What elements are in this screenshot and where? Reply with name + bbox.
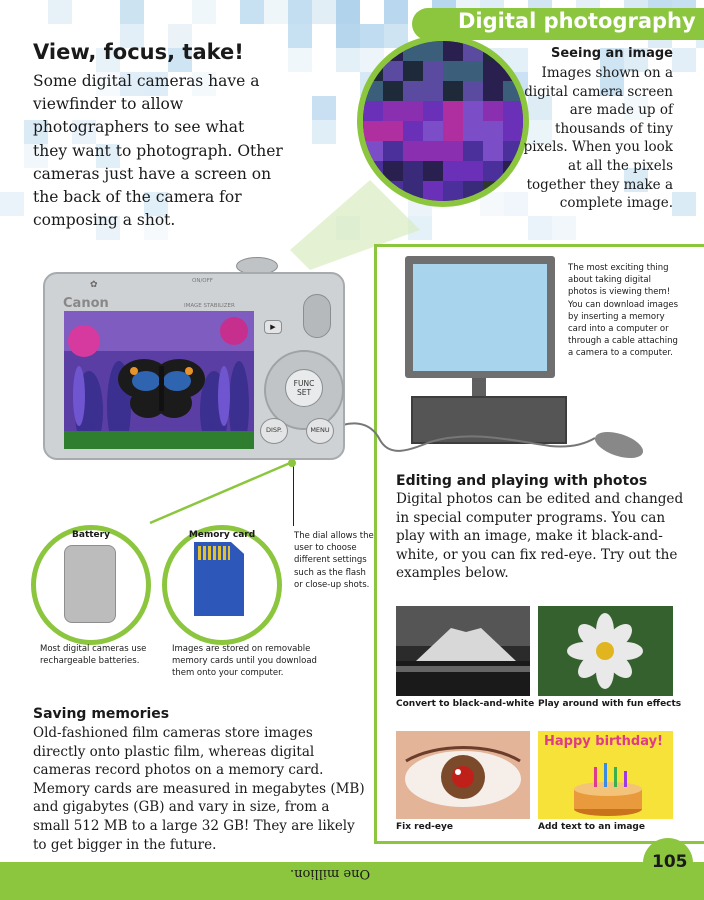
memory-card-note: Images are stored on removable memory cards until you download them onto your computer.	[172, 644, 317, 679]
saving-body-text: Old-fashioned film cameras store images directly onto plastic film, whereas digital cameras record photos on a memory card. Memory cards are measured in megabytes (MB) and gigabytes (GB) and vary in size, from a small 512 MB to a large 32 GB! They are likely to get bigger in the future.	[33, 725, 365, 853]
monitor-screen	[413, 264, 547, 371]
seeing-heading: Seeing an image	[551, 46, 673, 61]
disp-button[interactable]: DISP.	[260, 418, 288, 444]
birthday-text-overlay: Happy birthday!	[544, 734, 663, 749]
camera-brand-logo: Canon	[63, 296, 109, 311]
func-set-button[interactable]	[285, 369, 323, 407]
computer-caption: The most exciting thing about taking digital photos is viewing them! You can download images by inserting a memory card into a computer or through a cable attaching a camera to a computer.	[568, 263, 679, 359]
thumb-caption-redeye: Fix red-eye	[396, 822, 453, 832]
editing-heading: Editing and playing with photos	[396, 473, 648, 489]
camera-lcd-screen	[64, 311, 254, 449]
flower-effect-photo	[538, 606, 673, 696]
battery-label: Battery	[72, 530, 110, 540]
menu-button[interactable]: MENU	[306, 418, 334, 444]
bw-mountain-photo	[396, 606, 530, 696]
mode-switch[interactable]	[303, 294, 331, 338]
birthday-cake-photo	[538, 731, 673, 819]
thumb-caption-bw: Convert to black-and-white	[396, 699, 535, 709]
main-body-text: Some digital cameras have a viewfinder to allow photographers to see what they want to photograph. Other cameras just have a screen on the back of the camera for composing a shot.	[33, 72, 283, 230]
stabilizer-label: IMAGE STABILIZER	[184, 303, 235, 309]
cable-line	[330, 420, 610, 460]
seeing-body-text: Images shown on a digital camera screen are made up of thousands of tiny pixels. When you look at all the pixels together they make a complete image.	[523, 65, 673, 212]
memory-card-label: Memory card	[188, 530, 256, 540]
saving-heading: Saving memories	[33, 706, 170, 722]
memory-card-icon	[194, 542, 244, 616]
playback-button[interactable]: ▶	[264, 320, 282, 334]
red-eye-photo	[396, 731, 530, 819]
func-label: FUNC	[293, 379, 315, 388]
upside-down-footer-text: One million.	[290, 866, 371, 881]
thumb-caption-effects: Play around with fun effects	[538, 699, 682, 709]
editing-body-text: Digital photos can be edited and changed in special computer programs. You can play with an image, make it black-and-white, or you can fix red-eye. Try out the examples below.	[396, 491, 684, 581]
battery-note: Most digital cameras use rechargeable batteries.	[40, 644, 147, 667]
monitor-stand	[472, 378, 486, 396]
thumb-caption-text: Add text to an image	[538, 822, 645, 832]
main-heading: View, focus, take!	[33, 40, 244, 64]
page-section-title: Digital photography	[458, 9, 696, 33]
speaker-icon: ✿	[90, 280, 98, 290]
battery-icon	[64, 545, 116, 623]
pixel-zoom-image	[357, 35, 529, 207]
page-number: 105	[652, 852, 688, 872]
dial-note: The dial allows the user to choose different settings such as the flash or close-up shots.	[294, 531, 374, 590]
set-label: SET	[296, 388, 312, 397]
callout-green-line	[140, 455, 330, 525]
onoff-label: ON/OFF	[192, 278, 213, 284]
